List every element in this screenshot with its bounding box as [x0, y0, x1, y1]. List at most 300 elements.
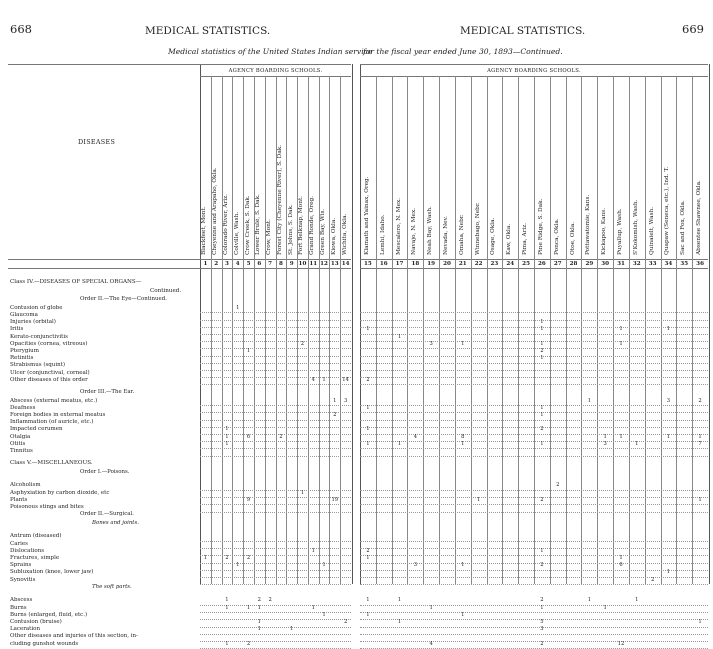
left-header-bottom-rule — [8, 259, 351, 260]
column-header-right: Osage, Okla. — [490, 217, 497, 255]
disease-row-label: Asphyxiation by carbon dioxide, etc — [10, 489, 110, 496]
column-header-left: Colorado River, Ariz. — [222, 194, 229, 255]
column-number: 12 — [320, 261, 328, 267]
table-cell: 1 — [225, 597, 229, 604]
table-cell: 2 — [246, 555, 251, 561]
table-cell: 1 — [540, 319, 544, 326]
column-rule — [597, 76, 598, 584]
disease-row-label: Synovitis — [10, 576, 36, 583]
section-heading: Order I.—Poisons. — [80, 468, 130, 475]
disease-row-label: Alcoholism — [10, 482, 41, 489]
row-rule — [360, 370, 708, 371]
column-header-right: Puyallup, Wash. — [617, 208, 623, 255]
table-cell: 1 — [540, 404, 544, 411]
column-number: 32 — [632, 261, 641, 267]
column-number: 19 — [427, 261, 436, 267]
disease-row-label: Otalgia — [10, 433, 31, 440]
table-cell: 2 — [650, 576, 655, 583]
table-cell: 2 — [698, 397, 702, 404]
right-group-title: AGENCY BOARDING SCHOOLS. — [487, 68, 581, 74]
table-cell: 2 — [300, 340, 305, 347]
table-cell: 1 — [666, 569, 671, 576]
row-rule — [200, 405, 351, 406]
column-number: 17 — [395, 261, 404, 267]
column-number: 28 — [569, 261, 578, 267]
column-number: 36 — [696, 261, 704, 267]
table-cell: 2 — [268, 597, 272, 604]
table-cell: 1 — [603, 433, 607, 440]
column-number: 13 — [330, 261, 339, 267]
table-cell: 1 — [540, 355, 544, 362]
right-page-number: 669 — [682, 22, 704, 36]
column-number: 33 — [648, 261, 657, 267]
column-rule — [645, 76, 646, 584]
column-rule — [340, 76, 341, 584]
row-rule — [200, 384, 351, 385]
table-cell: 1 — [236, 562, 240, 569]
column-header-right: Omaha, Nebr. — [458, 214, 465, 255]
table-cell: 7 — [698, 440, 702, 447]
left-page-number: 668 — [10, 22, 32, 36]
table-cell: 1 — [225, 640, 229, 647]
column-header-left: Lower Brulé, S. Dak. — [255, 194, 262, 255]
table-caption-right: for the fiscal year ended June 30, 1893—Continued. — [363, 47, 563, 56]
row-rule — [200, 420, 351, 421]
column-rule — [232, 76, 233, 584]
table-cell: 2 — [366, 547, 370, 554]
disease-row-label: Foreign bodies in external meatus — [10, 412, 106, 418]
column-header-left: St. Johns, S. Dak. — [287, 204, 294, 255]
table-cell: 2 — [540, 348, 544, 354]
column-header-left: Grand Ronde, Oreg. — [309, 195, 316, 255]
column-header-right: Pima, Ariz. — [522, 222, 529, 255]
table-cell: 1 — [635, 440, 639, 447]
column-rule — [629, 76, 630, 584]
column-header-right: Nevada, Nev. — [443, 215, 449, 255]
row-rule — [200, 627, 351, 628]
column-rule — [487, 76, 488, 584]
column-header-left: Cheyenne and Arapaho, Okla. — [212, 167, 219, 255]
column-number: 27 — [553, 261, 562, 267]
table-cell: 2 — [540, 640, 544, 647]
column-header-right: Pottawatomie, Kans. — [585, 194, 592, 255]
table-cell: 1 — [619, 555, 623, 561]
row-rule — [360, 584, 708, 585]
row-rule — [200, 619, 351, 620]
column-header-right: Quinaielt, Wash. — [648, 206, 655, 255]
table-cell: 1 — [366, 440, 370, 447]
table-cell: 1 — [540, 340, 544, 347]
right-running-title: MEDICAL STATISTICS. — [460, 25, 586, 37]
table-cell: 1 — [461, 562, 465, 569]
disease-row-label: Fractures, simple — [10, 555, 60, 561]
table-cell: 1 — [635, 597, 639, 604]
row-rule — [200, 504, 351, 505]
table-cell: 1 — [366, 404, 370, 411]
table-cell: 1 — [366, 326, 370, 333]
table-cell: 4 — [429, 640, 433, 647]
row-rule — [200, 341, 351, 342]
column-number: 16 — [379, 261, 388, 267]
disease-row-label: Pterygium — [10, 348, 39, 354]
column-header-right: S'Kokomish, Wash. — [632, 199, 639, 255]
row-rule — [360, 448, 708, 449]
column-rule — [222, 76, 223, 584]
disease-row-label: Abscess — [10, 597, 33, 604]
row-rule — [360, 363, 708, 364]
table-cell: 1 — [461, 611, 465, 618]
table-cell: 1 — [322, 562, 326, 569]
table-cell: 2 — [540, 426, 544, 433]
row-rule — [200, 348, 351, 349]
section-heading: Order III.—The Ear. — [80, 389, 135, 395]
table-cell: 1 — [333, 397, 337, 404]
column-rule — [566, 76, 567, 584]
column-rule — [455, 76, 456, 584]
table-cell: 2 — [540, 562, 544, 569]
table-cell: 3 — [603, 440, 607, 447]
table-cell: 1 — [246, 604, 251, 611]
row-rule — [200, 512, 351, 513]
table-cell: 1 — [698, 496, 702, 503]
row-rule — [200, 412, 351, 413]
column-header-left: Crow, Mont. — [266, 219, 273, 255]
column-number: 30 — [601, 261, 610, 267]
column-rule — [286, 76, 287, 584]
row-rule — [360, 634, 708, 635]
column-number: 4 — [235, 261, 240, 267]
disease-row-label: Other diseases and injuries of this section, in- — [10, 633, 138, 640]
column-rule — [407, 76, 408, 584]
table-cell: 1 — [666, 326, 671, 333]
table-cell: 14 — [342, 376, 349, 383]
left-group-title: AGENCY BOARDING SCHOOLS. — [228, 68, 323, 74]
table-cell: 1 — [225, 433, 229, 440]
table-cell: 1 — [540, 604, 544, 611]
table-cell: 1 — [461, 440, 465, 447]
column-number: 25 — [522, 261, 530, 267]
disease-row-label: Abscess (external meatus, etc.) — [10, 397, 98, 404]
disease-row-label: Ulcer (conjunctival, corneal) — [10, 369, 90, 376]
table-cell: 1 — [397, 333, 402, 340]
table-cell: 1 — [322, 611, 326, 618]
table-cell: 1 — [540, 547, 544, 554]
row-rule — [200, 541, 351, 542]
column-rule — [376, 76, 377, 584]
row-rule — [360, 555, 708, 556]
column-number: 21 — [458, 261, 467, 267]
column-rule — [692, 76, 693, 584]
row-rule — [360, 456, 708, 457]
column-rule — [243, 76, 244, 584]
disease-row-label: Contusion of globe — [10, 304, 63, 311]
row-rule — [360, 570, 708, 571]
column-number: 35 — [680, 261, 689, 267]
table-cell: 5 — [540, 619, 544, 625]
row-rule — [360, 512, 708, 513]
column-header-left: Wichita, Okla. — [341, 213, 348, 255]
column-header-right: Winnebago, Nebr. — [474, 202, 481, 255]
table-cell: 2 — [246, 640, 251, 647]
column-header-right: Neah Bay, Wash. — [427, 206, 434, 255]
column-rule — [392, 76, 393, 584]
column-rule — [211, 76, 212, 584]
disease-row-label: Otitis — [10, 440, 26, 447]
table-cell: 9 — [246, 496, 251, 503]
column-number: 1 — [203, 261, 208, 267]
row-rule — [200, 497, 351, 498]
row-rule — [200, 448, 351, 449]
table-cell: 1 — [587, 597, 592, 604]
disease-row-label: cluding gunshot wounds — [10, 640, 79, 647]
column-rule — [308, 76, 309, 584]
disease-row-label: Kerato-conjunctivitis — [10, 333, 68, 340]
table-cell: 1 — [257, 604, 261, 611]
column-header-right: Ponca, Okla. — [553, 218, 560, 255]
table-cell: 2 — [540, 496, 544, 503]
column-header-left: Green Bay, Wis. — [320, 208, 327, 255]
column-header-right: Lemhi, Idaho. — [379, 214, 386, 255]
column-number: 11 — [309, 261, 318, 267]
section-heading: Continued. — [150, 287, 182, 294]
table-cell: 3 — [429, 340, 433, 347]
column-header-right: Navajo, N. Mex. — [411, 207, 418, 255]
column-number: 8 — [278, 261, 283, 267]
column-header-left: Fort Belknap, Mont. — [298, 195, 305, 255]
disease-row-label: Poisonous stings and bites — [10, 504, 84, 510]
table-cell: 1 — [698, 433, 702, 440]
table-cell: 1 — [300, 489, 305, 496]
table-cell: 1 — [311, 604, 315, 611]
disease-row-label: Opacities (cornea, vitreous) — [10, 340, 88, 347]
left-table-top-rule — [8, 64, 351, 65]
table-cell: 1 — [397, 597, 402, 604]
section-heading: Bones and joints. — [92, 519, 139, 526]
table-cell: 6 — [246, 433, 251, 440]
column-number: 34 — [664, 261, 673, 267]
table-cell: 1 — [587, 397, 592, 404]
disease-row-label: Deafness — [10, 404, 36, 411]
table-cell: 4 — [413, 433, 418, 440]
diseases-column-header: DISEASES — [78, 138, 116, 146]
column-number: 23 — [490, 261, 499, 267]
disease-row-label: Tinnitus — [10, 448, 33, 454]
disease-row-label: Inflammation (of auricle, etc.) — [10, 419, 94, 426]
table-cell: 2 — [333, 412, 337, 418]
table-cell: 1 — [540, 412, 544, 418]
table-cell: 2 — [279, 433, 283, 440]
row-rule — [200, 548, 351, 549]
table-cell: 1 — [257, 619, 261, 625]
column-header-left: Kiowa, Okla. — [330, 217, 337, 255]
disease-row-label: Dislocations — [10, 547, 45, 554]
table-cell: 19 — [331, 496, 339, 503]
row-rule — [200, 312, 351, 313]
disease-row-label: Burns (enlarged, fluid, etc.) — [10, 611, 88, 618]
row-rule — [360, 490, 708, 491]
row-rule — [360, 312, 708, 313]
row-rule — [200, 370, 351, 371]
table-cell: 6 — [619, 562, 623, 569]
column-header-right: Pine Ridge, S. Dak. — [537, 198, 544, 255]
column-number: 15 — [364, 261, 372, 267]
column-number: 6 — [257, 261, 262, 267]
table-cell: 1 — [311, 547, 315, 554]
column-header-right: Klamath and Yainax, Oreg. — [363, 176, 370, 255]
disease-row-label: Sprains — [10, 562, 32, 569]
disease-row-label: Plants — [10, 496, 28, 503]
right-table-top-rule — [360, 64, 708, 65]
disease-row-label: Contusion (bruise) — [10, 619, 62, 625]
disease-row-label: Other diseases of this order — [10, 376, 88, 383]
column-rule — [518, 76, 519, 584]
column-rule — [676, 76, 677, 584]
column-number: 26 — [538, 261, 546, 267]
row-rule — [360, 612, 708, 613]
column-rule — [471, 76, 472, 584]
table-cell: 1 — [366, 597, 370, 604]
table-cell: 1 — [603, 604, 607, 611]
column-header-right: Quapaw (Seneca, etc.), Ind. T. — [664, 166, 671, 255]
table-cell: 1 — [540, 440, 544, 447]
column-header-right: Sac and Fox, Okla. — [680, 200, 687, 255]
disease-row-label: Caries — [10, 540, 28, 547]
column-number: 22 — [474, 261, 483, 267]
column-number: 10 — [298, 261, 307, 267]
disease-row-label: Subluxation (knee, lower jaw) — [10, 569, 94, 576]
column-header-right: Mescalero, N. Mex. — [395, 197, 402, 255]
table-cell: 1 — [236, 304, 240, 311]
disease-row-label: Laceration — [10, 626, 40, 633]
row-rule — [200, 327, 351, 328]
section-heading: Order II.—The Eye—Continued. — [80, 296, 167, 303]
column-number: 7 — [268, 261, 273, 267]
table-cell: 1 — [397, 440, 402, 447]
row-rule — [360, 420, 708, 421]
column-rule — [581, 76, 582, 584]
left-running-title: MEDICAL STATISTICS. — [145, 25, 271, 37]
left-colnum-bottom-rule — [8, 268, 351, 269]
column-number: 18 — [411, 261, 420, 267]
row-rule — [200, 356, 351, 357]
table-cell: 1 — [366, 426, 370, 433]
table-cell: 1 — [619, 433, 623, 440]
table-cell: 3 — [540, 626, 544, 633]
column-header-right: Kaw, Okla. — [506, 223, 513, 255]
disease-row-label: Iritis — [10, 326, 24, 333]
table-cell: 1 — [666, 433, 671, 440]
column-number: 9 — [289, 261, 294, 267]
row-rule — [200, 584, 351, 585]
column-number: 2 — [214, 261, 219, 267]
table-cell: 4 — [311, 376, 315, 383]
section-heading: Class V.—MISCELLANEOUS. — [10, 460, 93, 467]
section-heading: Class IV.—DISEASES OF SPECIAL ORGANS— — [10, 279, 142, 285]
column-number: 3 — [225, 261, 229, 267]
table-cell: 1 — [225, 440, 229, 447]
table-cell: 1 — [322, 376, 326, 383]
table-cell: 1 — [366, 611, 370, 618]
disease-row-label: Injuries (orbital) — [10, 319, 56, 326]
row-rule — [200, 634, 351, 635]
table-cell: 1 — [366, 555, 370, 561]
table-cell: 2 — [540, 597, 544, 604]
column-rule — [297, 76, 298, 584]
table-caption-left: Medical statistics of the United States Indian service — [168, 47, 373, 56]
table-cell: 1 — [619, 340, 623, 347]
column-header-left: Forest City (Cheyenne River), S. Dak. — [276, 144, 283, 255]
table-cell: 2 — [225, 555, 229, 561]
column-rule — [319, 76, 320, 584]
table-cell: 1 — [476, 496, 481, 503]
column-number: 14 — [341, 261, 350, 267]
table-cell: 2 — [556, 482, 560, 489]
column-rule — [423, 76, 424, 584]
row-rule — [200, 320, 351, 321]
table-cell: 1 — [225, 426, 229, 433]
table-cell: 8 — [461, 433, 465, 440]
table-cell: 1 — [540, 326, 544, 333]
column-number: 5 — [246, 261, 251, 267]
column-rule — [254, 76, 255, 584]
column-number: 20 — [443, 261, 451, 267]
column-rule — [329, 76, 330, 584]
table-cell: 1 — [429, 604, 433, 611]
table-cell: 1 — [203, 555, 208, 561]
table-cell: 1 — [461, 340, 465, 347]
column-rule — [550, 76, 551, 584]
column-header-left: Crow Creek, S. Dak. — [244, 195, 251, 255]
table-cell: 2 — [343, 619, 348, 625]
column-header-right: Absentee Shawnee, Okla. — [696, 180, 703, 255]
table-cell: 1 — [619, 326, 623, 333]
column-header-right: Kickapoo, Kans. — [601, 207, 608, 255]
row-rule — [360, 334, 708, 335]
section-heading: Order II.—Surgical. — [80, 511, 134, 518]
row-rule — [200, 456, 351, 457]
disease-row-label: Strabismus (squint) — [10, 362, 66, 369]
disease-row-label: Antrum (diseased) — [10, 533, 62, 540]
column-number: 31 — [617, 261, 625, 267]
table-cell: 2 — [366, 376, 370, 383]
column-rule — [502, 76, 503, 584]
table-cell: 1 — [257, 626, 261, 633]
table-cell: 1 — [290, 626, 294, 633]
column-number: 29 — [585, 261, 594, 267]
row-rule — [200, 570, 351, 571]
table-cell: 3 — [413, 562, 418, 569]
column-rule — [265, 76, 266, 584]
column-number: 24 — [506, 261, 515, 267]
section-heading: The soft parts. — [92, 583, 132, 590]
row-rule — [200, 490, 351, 491]
disease-row-label: Retinitis — [10, 355, 34, 362]
row-rule — [200, 577, 351, 578]
column-header-right: Otoe, Okla. — [569, 221, 576, 255]
row-rule — [360, 377, 708, 378]
table-cell: 12 — [617, 640, 625, 647]
table-cell: 1 — [246, 348, 251, 354]
column-header-left: Blackfeet, Mont. — [201, 206, 208, 255]
table-cell: 1 — [225, 604, 229, 611]
row-rule — [200, 334, 351, 335]
row-rule — [360, 384, 708, 385]
row-rule — [360, 541, 708, 542]
table-cell: 3 — [666, 397, 671, 404]
table-cell: 1 — [698, 619, 702, 625]
column-rule — [439, 76, 440, 584]
disease-row-label: Impacted cerumen — [10, 426, 63, 433]
